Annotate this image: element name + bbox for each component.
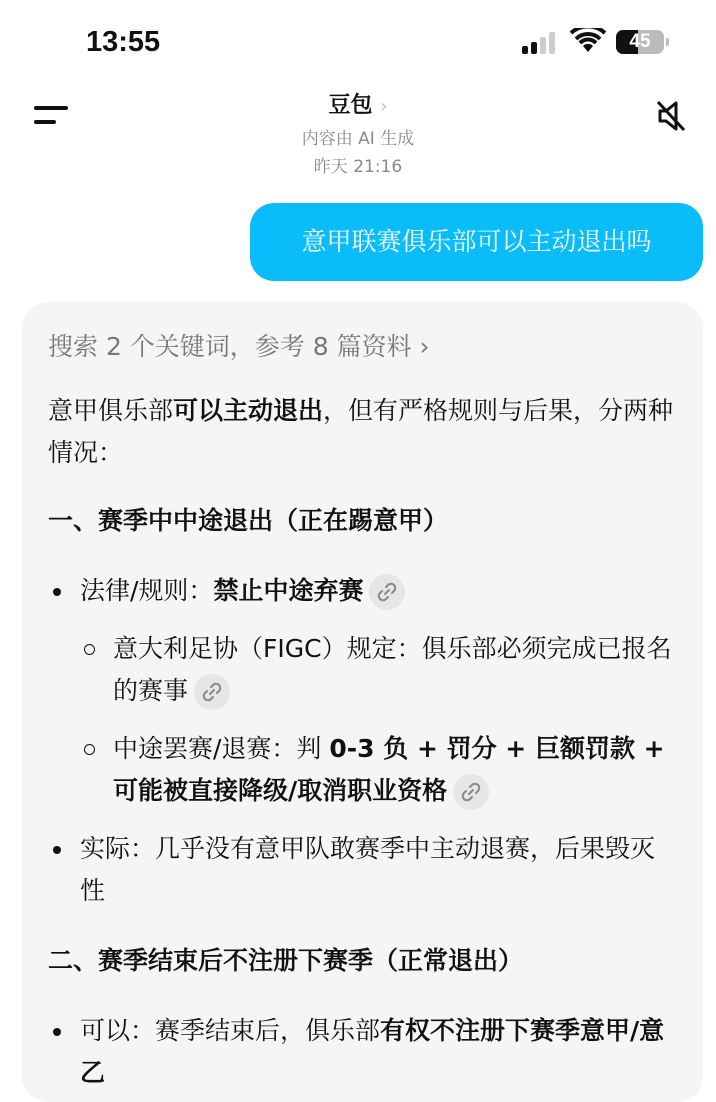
battery-icon: 45 xyxy=(616,30,664,54)
user-message: 意甲联赛俱乐部可以主动退出吗 xyxy=(250,203,703,281)
link-icon[interactable] xyxy=(194,674,230,710)
chevron-right-icon: › xyxy=(380,96,388,117)
link-icon[interactable] xyxy=(453,774,489,810)
link-icon[interactable] xyxy=(369,574,405,610)
ai-generated-note: 内容由 AI 生成 xyxy=(301,129,415,149)
sources-link[interactable]: 搜索 2 个关键词，参考 8 篇资料 › xyxy=(48,332,430,361)
section-heading-2: 二、赛季结束后不注册下赛季（正常退出） xyxy=(48,946,524,975)
list-item: 法律/规则：禁止中途弃赛 xyxy=(48,570,677,612)
speaker-muted-icon[interactable] xyxy=(654,98,688,134)
list-item: 可以：赛季结束后，俱乐部有权不注册下赛季意甲/意乙 xyxy=(48,1010,677,1094)
timestamp: 昨天 21:16 xyxy=(313,157,403,177)
sub-list-item: 意大利足协（FIGC）规定：俱乐部必须完成已报名的赛事 xyxy=(48,628,677,712)
sub-list-item: 中途罢赛/退赛：判 0-3 负 + 罚分 + 巨额罚款 + 可能被直接降级/取消职业资格 xyxy=(48,728,677,812)
wifi-icon xyxy=(570,28,606,54)
section-heading-1: 一、赛季中中途退出（正在踢意甲） xyxy=(48,506,449,535)
intro-paragraph: 意甲俱乐部可以主动退出，但有严格规则与后果，分两种情况： xyxy=(48,396,674,467)
signal-icon xyxy=(522,32,555,54)
status-bar xyxy=(0,0,716,80)
chat-title[interactable]: 豆包 › xyxy=(328,93,388,118)
clock: 13:55 xyxy=(86,26,161,58)
list-item: 实际：几乎没有意甲队敢赛季中主动退赛，后果毁灭性 xyxy=(48,828,677,912)
assistant-answer xyxy=(22,302,703,1102)
